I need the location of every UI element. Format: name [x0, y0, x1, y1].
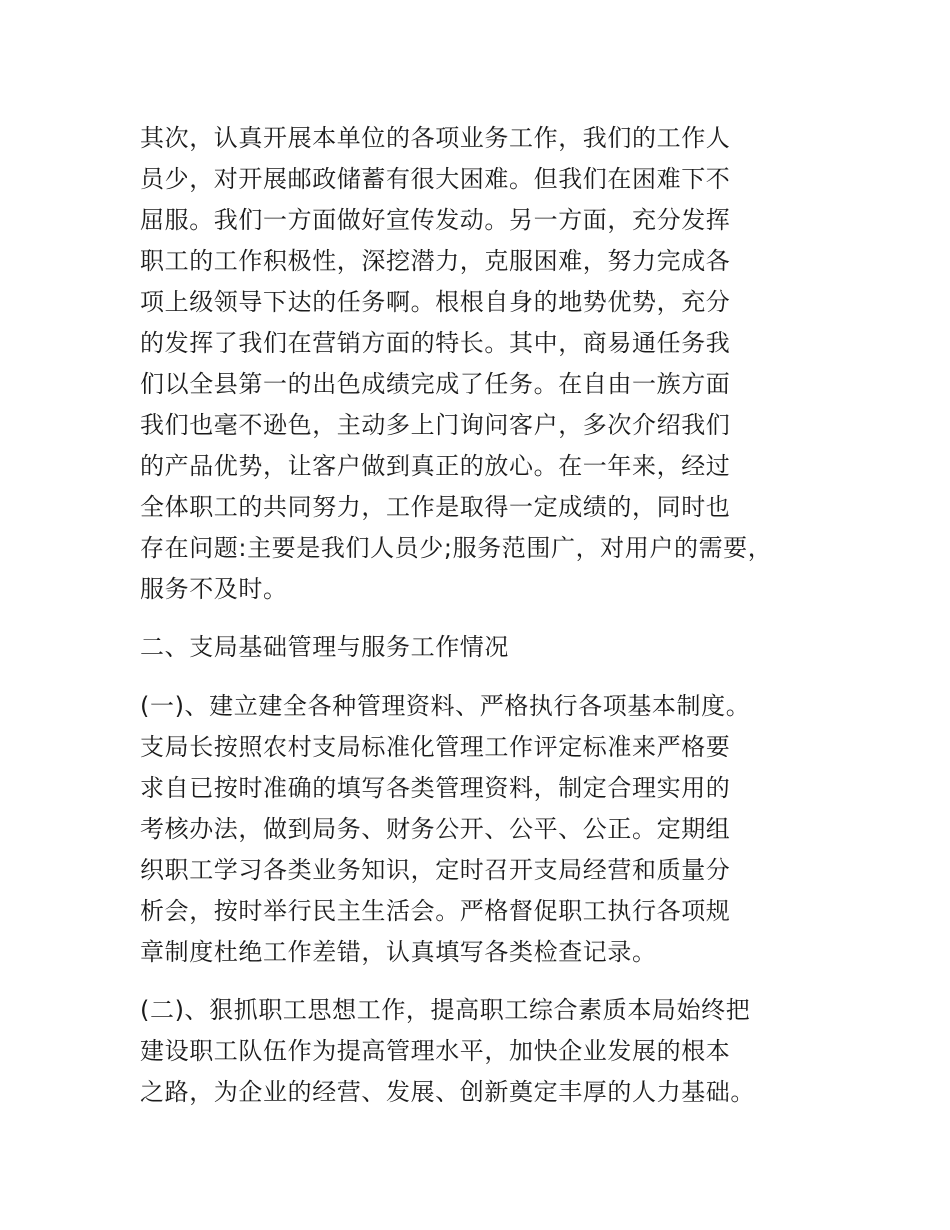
paragraph-1-line: 项上级领导下达的任务啊。根根自身的地势优势，充分 [140, 288, 731, 316]
paragraph-1-line: 存在问题:主要是我们人员少;服务范围广，对用户的需要， [140, 534, 773, 562]
paragraph-3-line: 之路，为企业的经营、发展、创新奠定丰厚的人力基础。 [140, 1078, 755, 1106]
paragraph-2-line: 支局长按照农村支局标准化管理工作评定标准来严格要 [140, 733, 731, 761]
section-heading: 二、支局基础管理与服务工作情况 [140, 633, 509, 661]
paragraph-1-line: 其次，认真开展本单位的各项业务工作，我们的工作人 [140, 124, 731, 152]
paragraph-1-line: 职工的工作积极性，深挖潜力，克服困难，努力完成各 [140, 247, 731, 275]
paragraph-1-line: 服务不及时。 [140, 575, 288, 603]
paragraph-1-line: 们以全县第一的出色成绩完成了任务。在自由一族方面 [140, 370, 731, 398]
paragraph-1-line: 的发挥了我们在营销方面的特长。其中，商易通任务我 [140, 329, 731, 357]
paragraph-1-line: 的产品优势，让客户做到真正的放心。在一年来，经过 [140, 452, 731, 480]
paragraph-2-line: 章制度杜绝工作差错，认真填写各类检查记录。 [140, 938, 657, 966]
paragraph-1-line: 全体职工的共同努力，工作是取得一定成绩的，同时也 [140, 493, 731, 521]
paragraph-1-line: 员少，对开展邮政储蓄有很大困难。但我们在困难下不 [140, 165, 731, 193]
paragraph-2-line: 求自已按时准确的填写各类管理资料，制定合理实用的 [140, 774, 731, 802]
paragraph-1-line: 屈服。我们一方面做好宣传发动。另一方面，充分发挥 [140, 206, 731, 234]
paragraph-2-line: 考核办法，做到局务、财务公开、公平、公正。定期组 [140, 815, 731, 843]
paragraph-3-line: 建设职工队伍作为提高管理水平，加快企业发展的根本 [140, 1037, 731, 1065]
paragraph-2-line: (一)、建立建全各种管理资料、严格执行各项基本制度。 [140, 692, 751, 720]
paragraph-1-line: 我们也毫不逊色，主动多上门询问客户，多次介绍我们 [140, 411, 731, 439]
paragraph-2-line: 织职工学习各类业务知识，定时召开支局经营和质量分 [140, 856, 731, 884]
paragraph-2-line: 析会，按时举行民主生活会。严格督促职工执行各项规 [140, 897, 731, 925]
paragraph-3-line: (二)、狠抓职工思想工作，提高职工综合素质本局始终把 [140, 996, 751, 1024]
